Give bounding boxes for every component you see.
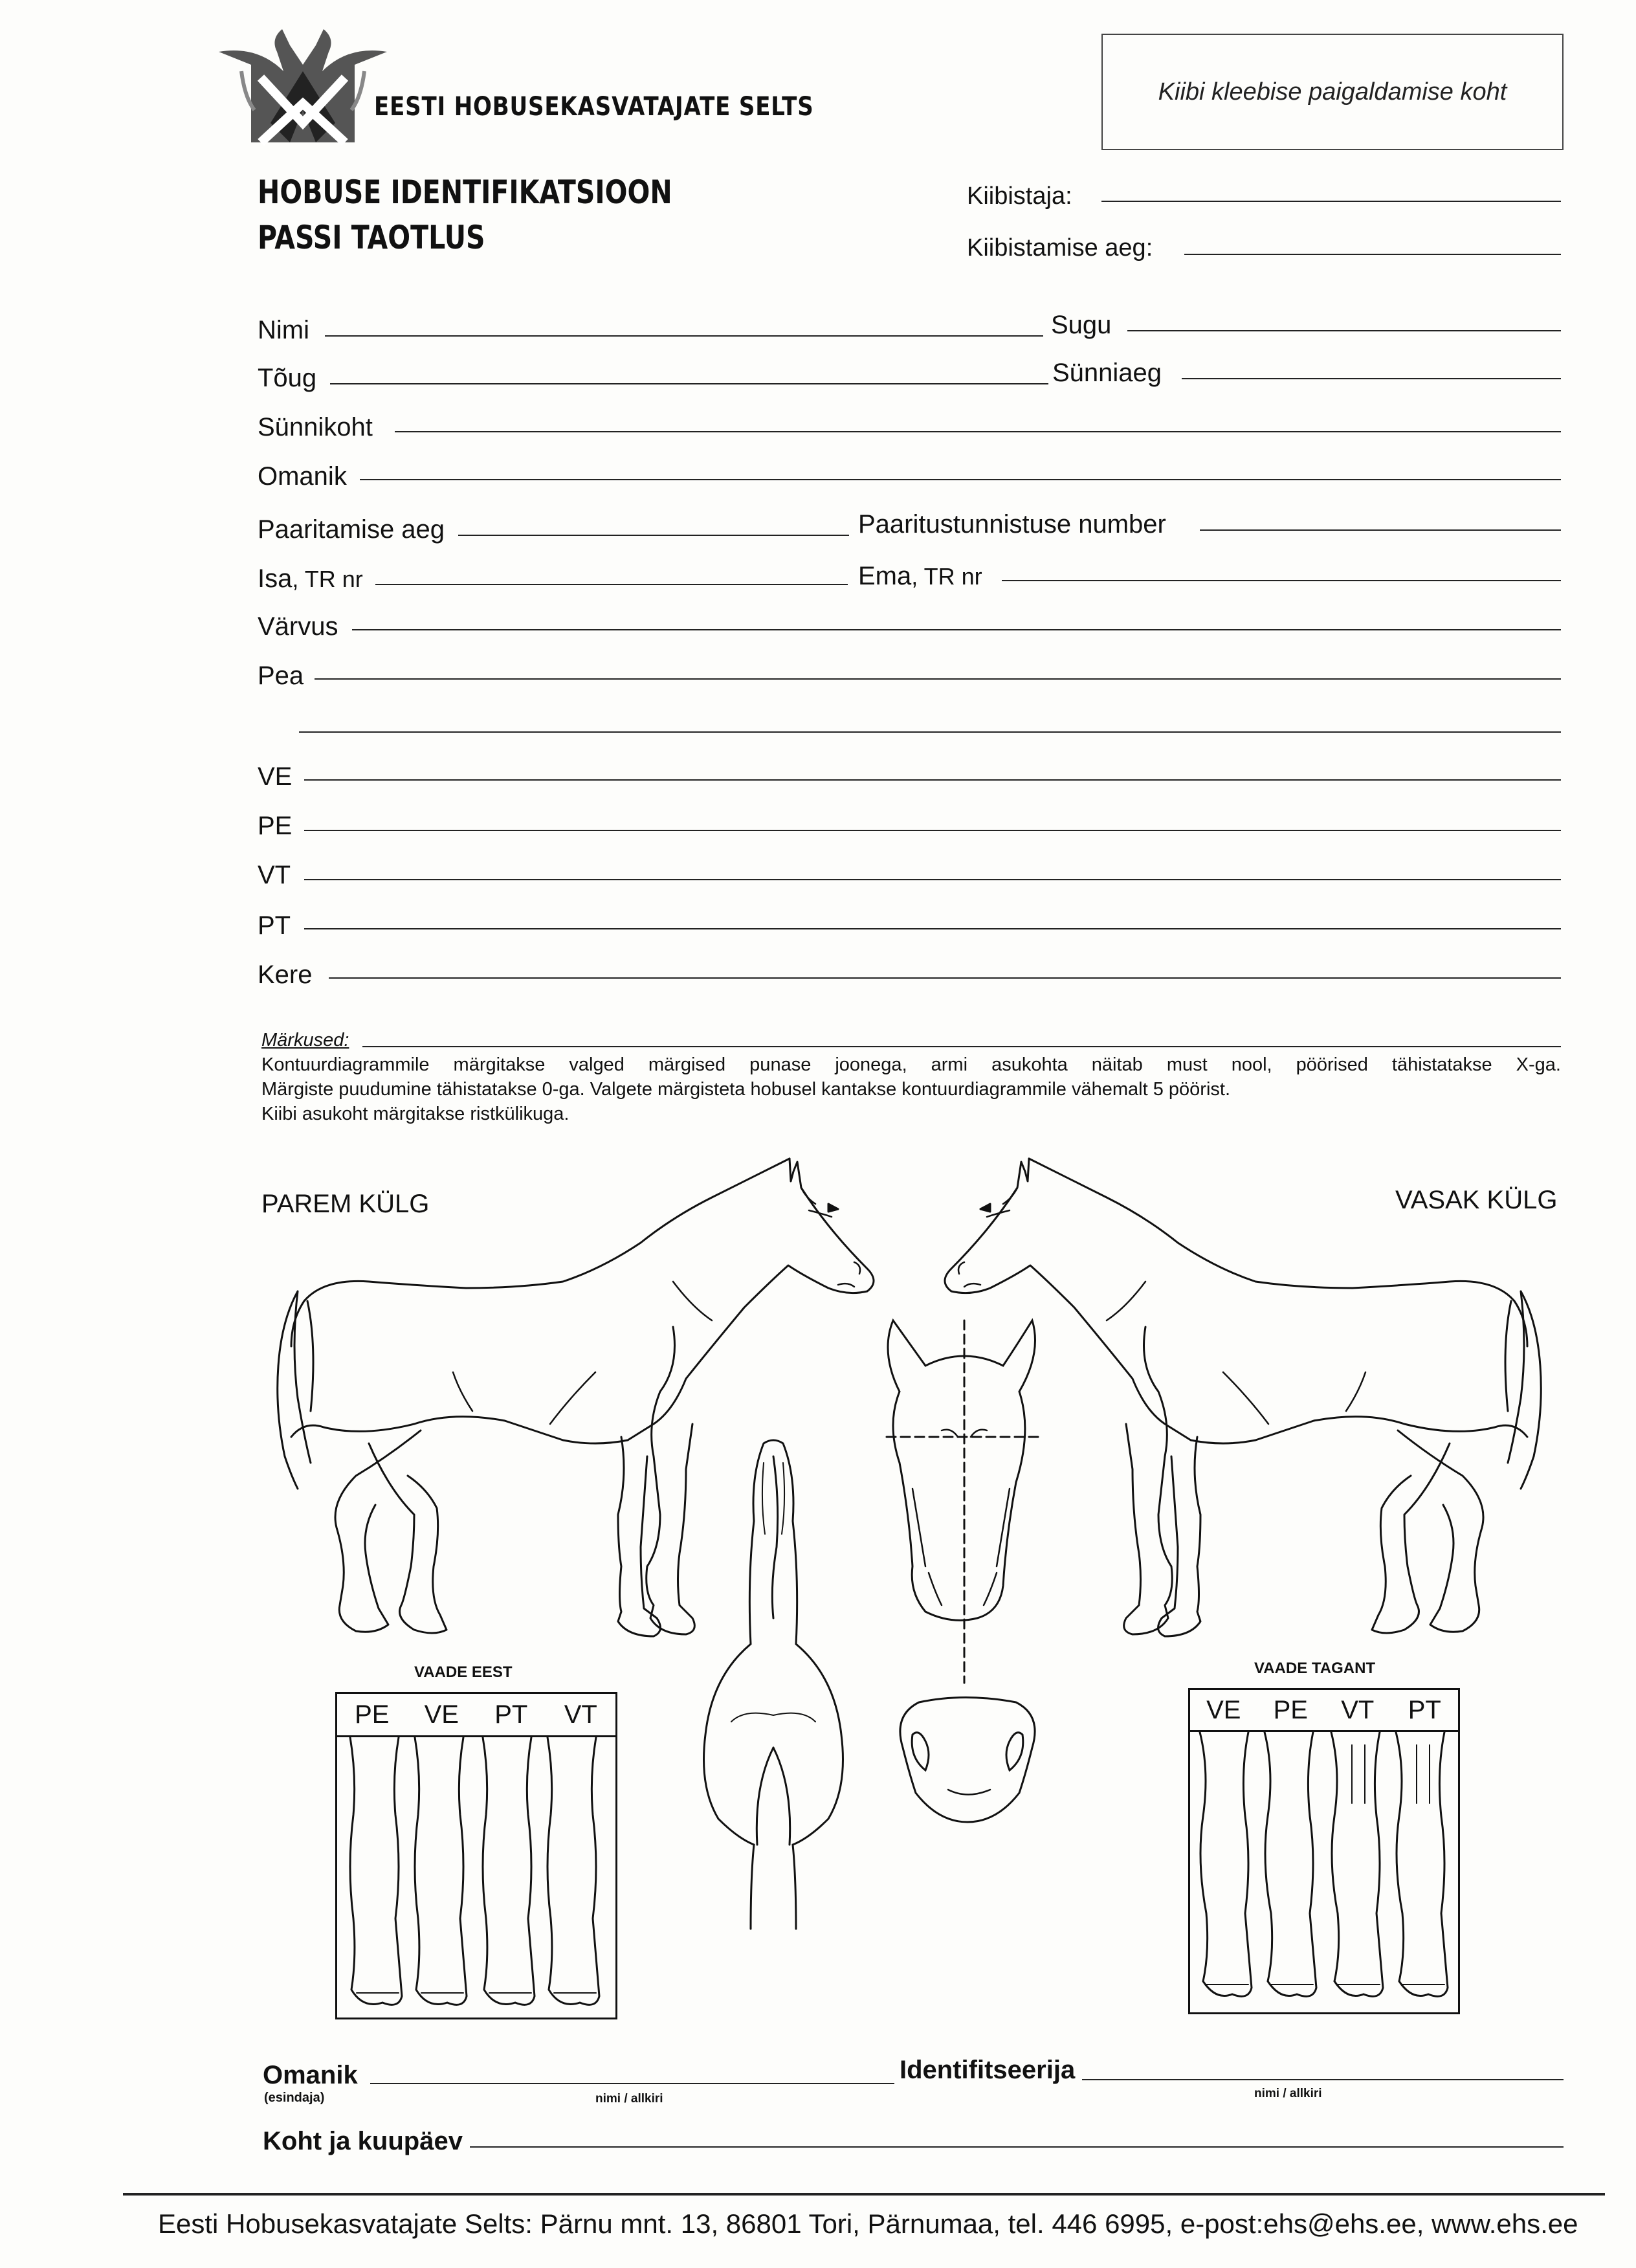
- notes-line2: Märgiste puudumine tähistatakse 0-ga. Valgete märgisteta hobusel kantakse kontuurdiagrammile vähemalt 5 pöörist.: [261, 1079, 1230, 1100]
- dam-rest: , TR nr: [911, 563, 982, 590]
- front-view-legs-box[interactable]: [335, 1692, 617, 2019]
- breed-label: Tõug: [258, 364, 317, 392]
- birth-date-field[interactable]: [1182, 378, 1561, 379]
- color-label: Värvus: [258, 612, 338, 641]
- dam-bold: Ema: [858, 562, 912, 590]
- notes-line3: Kiibi asukoht märgitakse ristkülikuga.: [261, 1104, 569, 1124]
- footer-address: Eesti Hobusekasvatajate Selts: Pärnu mnt. 13, 86801 Tori, Pärnumaa, tel. 446 6995, e-post:ehs@ehs.ee, www.ehs.ee: [158, 2208, 1578, 2239]
- mating-cert-label: Paaritustunnistuse number: [858, 510, 1166, 539]
- head-label: Pea: [258, 662, 304, 690]
- breed-field[interactable]: [330, 383, 1048, 384]
- back-view-header: [1190, 1690, 1458, 1732]
- back-leg-label-1: VE: [1206, 1695, 1241, 1724]
- horse-heads-x-logo-icon: [206, 26, 400, 149]
- notes-heading: Märkused:: [261, 1030, 349, 1051]
- chipper-label: Kiibistaja:: [967, 183, 1072, 210]
- sire-bold: Isa: [258, 564, 293, 593]
- sign-owner-sub: (esindaja): [264, 2091, 325, 2105]
- front-leg-label-2: VE: [424, 1700, 459, 1729]
- sex-field[interactable]: [1127, 330, 1561, 331]
- front-legs-drawing: [337, 1737, 615, 2016]
- sire-rest: , TR nr: [292, 566, 363, 592]
- dam-field[interactable]: [1002, 580, 1561, 581]
- vt-label: VT: [258, 861, 291, 889]
- front-leg-label-3: PT: [494, 1700, 528, 1729]
- dam-label: [858, 562, 982, 591]
- birthplace-field[interactable]: [395, 431, 1561, 432]
- owner-label: Omanik: [258, 462, 347, 491]
- name-label: Nimi: [258, 316, 309, 344]
- mating-time-label: Paaritamise aeg: [258, 515, 445, 544]
- notes-rule: [362, 1046, 1561, 1047]
- left-side-label: VASAK KÜLG: [1395, 1186, 1558, 1214]
- body-label: Kere: [258, 961, 313, 989]
- back-leg-label-4: PT: [1408, 1695, 1441, 1724]
- muzzle-outline[interactable]: [893, 1696, 1042, 1825]
- chipper-field[interactable]: [1101, 201, 1561, 202]
- place-date-label: Koht ja kuupäev: [263, 2127, 463, 2155]
- front-view-header: [337, 1694, 615, 1737]
- back-view-label: VAADE TAGANT: [1254, 1660, 1376, 1677]
- sign-owner-name-sign: nimi / allkiri: [595, 2092, 663, 2106]
- chip-sticker-box[interactable]: [1101, 34, 1564, 150]
- sign-owner-label: Omanik: [263, 2061, 358, 2089]
- back-legs-drawing: [1190, 1732, 1458, 2010]
- notes-line1: Kontuurdiagrammile märgitakse valged märgised punase joonega, armi asukohta näitab must nool, pöörised tähistatakse X-ga.: [261, 1054, 1561, 1075]
- mating-cert-field[interactable]: [1200, 529, 1561, 531]
- sign-identifier-field[interactable]: [1082, 2079, 1564, 2080]
- pe-field[interactable]: [304, 830, 1561, 831]
- form-title-line2: PASSI TAOTLUS: [258, 219, 485, 256]
- name-field[interactable]: [325, 335, 1043, 337]
- sire-label: [258, 564, 363, 594]
- back-leg-label-2: PE: [1273, 1695, 1308, 1724]
- body-field[interactable]: [329, 977, 1561, 979]
- back-leg-label-3: VT: [1341, 1695, 1375, 1724]
- place-date-field[interactable]: [470, 2146, 1564, 2148]
- footer-rule: [123, 2193, 1605, 2196]
- pe-label: PE: [258, 812, 293, 840]
- sign-identifier-label: Identifitseerija: [900, 2056, 1076, 2084]
- logo: [206, 26, 400, 149]
- head-field-extra[interactable]: [299, 731, 1561, 733]
- vt-field[interactable]: [304, 879, 1561, 880]
- ve-field[interactable]: [304, 779, 1561, 781]
- color-field[interactable]: [352, 629, 1561, 630]
- org-name: EESTI HOBUSEKASVATAJATE SELTS: [374, 92, 814, 122]
- sign-owner-field[interactable]: [370, 2083, 894, 2084]
- chip-time-label: Kiibistamise aeg:: [967, 234, 1153, 261]
- mating-time-field[interactable]: [458, 535, 849, 536]
- birthplace-label: Sünnikoht: [258, 413, 373, 441]
- sire-field[interactable]: [375, 584, 848, 585]
- chip-time-field[interactable]: [1184, 254, 1561, 255]
- head-field[interactable]: [315, 678, 1561, 680]
- pt-label: PT: [258, 911, 291, 940]
- pt-field[interactable]: [304, 928, 1561, 929]
- form-title-line1: HOBUSE IDENTIFIKATSIOON: [258, 173, 672, 211]
- right-side-label: PAREM KÜLG: [261, 1190, 430, 1218]
- back-view-legs-box[interactable]: [1188, 1688, 1460, 2014]
- sex-label: Sugu: [1051, 311, 1112, 339]
- front-leg-label-1: PE: [355, 1700, 390, 1729]
- front-view-label: VAADE EEST: [414, 1663, 513, 1681]
- birth-date-label: Sünniaeg: [1052, 359, 1162, 387]
- owner-field[interactable]: [360, 479, 1561, 480]
- front-head-outline[interactable]: [880, 1320, 1048, 1683]
- front-leg-label-4: VT: [564, 1700, 597, 1729]
- ve-label: VE: [258, 762, 293, 791]
- chip-sticker-label: Kiibi kleebise paigaldamise koht: [1158, 78, 1507, 106]
- sign-identifier-name-sign: nimi / allkiri: [1254, 2087, 1322, 2100]
- top-view-outline[interactable]: [699, 1437, 848, 1942]
